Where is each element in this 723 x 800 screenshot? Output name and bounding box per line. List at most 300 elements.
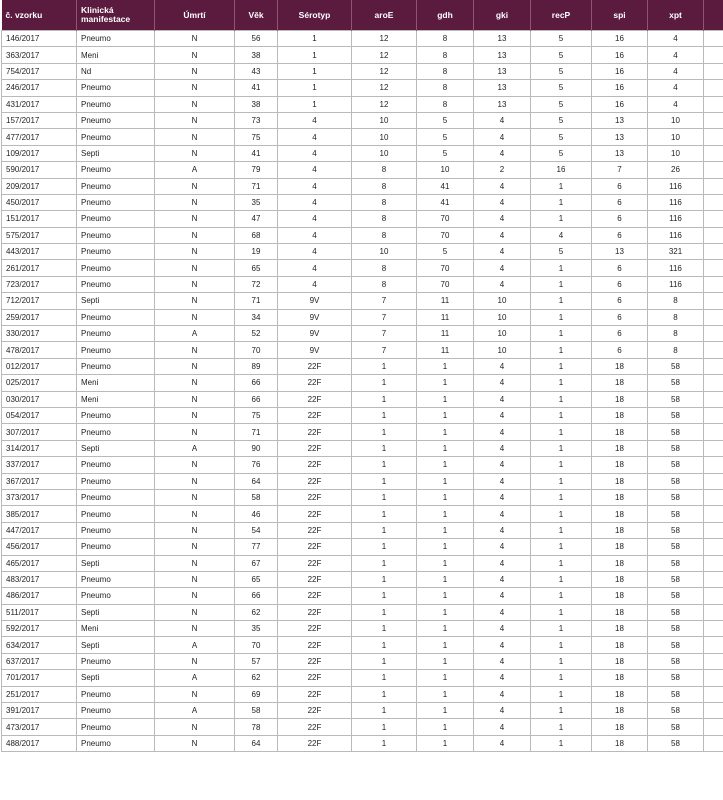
cell-aroe: 8 [352, 211, 417, 227]
cell-serotype: 4 [278, 178, 352, 194]
cell-spi: 18 [592, 686, 648, 702]
table-row [2, 63, 723, 79]
cell-xpt: 116 [648, 178, 704, 194]
cell-serotype: 22F [278, 407, 352, 423]
cell-serotype: 22F [278, 473, 352, 489]
cell-gdh: 5 [417, 112, 474, 128]
column-header-gki: gki [474, 0, 531, 31]
cell-sample-number: 431/2017 [2, 96, 77, 112]
cell-spi: 13 [592, 145, 648, 161]
cell-serotype: 22F [278, 588, 352, 604]
cell-gdh: 8 [417, 31, 474, 47]
cell-age: 66 [235, 375, 278, 391]
cell-serotype: 22F [278, 637, 352, 653]
cell-age: 62 [235, 604, 278, 620]
cell-xpt: 116 [648, 194, 704, 210]
cell-death: N [155, 47, 235, 63]
cell-gdh: 41 [417, 194, 474, 210]
cell-clinical-manifestation: Pneumo [77, 571, 155, 587]
cell-spi: 16 [592, 80, 648, 96]
cell-death: N [155, 407, 235, 423]
cell-sample-number: 251/2017 [2, 686, 77, 702]
cell-age: 65 [235, 571, 278, 587]
cell-serotype: 22F [278, 522, 352, 538]
cell-sample-number: 385/2017 [2, 506, 77, 522]
cell-spi: 18 [592, 555, 648, 571]
cell-gdh: 8 [417, 63, 474, 79]
cell-spi: 13 [592, 244, 648, 260]
cell-gki: 4 [474, 670, 531, 686]
cell-aroe: 12 [352, 31, 417, 47]
cell-spi: 16 [592, 47, 648, 63]
cell-spi: 18 [592, 473, 648, 489]
cell-aroe: 1 [352, 719, 417, 735]
cell-recp: 5 [531, 96, 592, 112]
cell-recp: 5 [531, 80, 592, 96]
cell-spi: 18 [592, 407, 648, 423]
cell-clinical-manifestation: Pneumo [77, 506, 155, 522]
cell-blank [704, 539, 723, 555]
cell-spi: 6 [592, 227, 648, 243]
cell-clinical-manifestation: Pneumo [77, 686, 155, 702]
cell-recp: 1 [531, 293, 592, 309]
cell-death: N [155, 112, 235, 128]
cell-sample-number: 511/2017 [2, 604, 77, 620]
cell-death: N [155, 129, 235, 145]
table-row [2, 276, 723, 292]
cell-clinical-manifestation: Septi [77, 637, 155, 653]
cell-sample-number: 054/2017 [2, 407, 77, 423]
table-row [2, 621, 723, 637]
cell-xpt: 4 [648, 96, 704, 112]
cell-serotype: 22F [278, 424, 352, 440]
cell-aroe: 12 [352, 47, 417, 63]
column-header-recp: recP [531, 0, 592, 31]
cell-age: 62 [235, 670, 278, 686]
table-row [2, 440, 723, 456]
cell-aroe: 1 [352, 703, 417, 719]
cell-recp: 1 [531, 555, 592, 571]
cell-serotype: 9V [278, 342, 352, 358]
table-row [2, 162, 723, 178]
cell-aroe: 8 [352, 276, 417, 292]
cell-spi: 18 [592, 735, 648, 751]
cell-xpt: 58 [648, 375, 704, 391]
cell-gki: 4 [474, 375, 531, 391]
cell-gdh: 1 [417, 424, 474, 440]
table-row [2, 47, 723, 63]
cell-sample-number: 723/2017 [2, 276, 77, 292]
cell-xpt: 10 [648, 129, 704, 145]
cell-gdh: 70 [417, 211, 474, 227]
cell-xpt: 58 [648, 621, 704, 637]
cell-xpt: 58 [648, 407, 704, 423]
cell-gki: 4 [474, 621, 531, 637]
cell-spi: 7 [592, 162, 648, 178]
cell-serotype: 4 [278, 227, 352, 243]
cell-blank [704, 391, 723, 407]
cell-serotype: 4 [278, 211, 352, 227]
cell-gki: 4 [474, 473, 531, 489]
cell-recp: 1 [531, 719, 592, 735]
cell-aroe: 10 [352, 129, 417, 145]
cell-gki: 4 [474, 653, 531, 669]
cell-spi: 18 [592, 375, 648, 391]
cell-sample-number: 486/2017 [2, 588, 77, 604]
cell-age: 58 [235, 489, 278, 505]
cell-clinical-manifestation: Pneumo [77, 260, 155, 276]
cell-spi: 18 [592, 670, 648, 686]
cell-blank [704, 178, 723, 194]
cell-death: N [155, 80, 235, 96]
cell-aroe: 7 [352, 309, 417, 325]
cell-recp: 1 [531, 473, 592, 489]
column-header-sample-number: č. vzorku [2, 0, 77, 31]
cell-spi: 18 [592, 358, 648, 374]
cell-death: N [155, 735, 235, 751]
cell-recp: 1 [531, 326, 592, 342]
cell-serotype: 22F [278, 539, 352, 555]
cell-gki: 13 [474, 31, 531, 47]
cell-clinical-manifestation: Pneumo [77, 162, 155, 178]
cell-spi: 6 [592, 342, 648, 358]
cell-gki: 4 [474, 686, 531, 702]
cell-serotype: 4 [278, 112, 352, 128]
cell-clinical-manifestation: Pneumo [77, 244, 155, 260]
cell-serotype: 1 [278, 31, 352, 47]
column-header-serotype: Sérotyp [278, 0, 352, 31]
cell-death: N [155, 506, 235, 522]
cell-xpt: 58 [648, 424, 704, 440]
cell-gki: 4 [474, 194, 531, 210]
cell-xpt: 116 [648, 260, 704, 276]
cell-clinical-manifestation: Pneumo [77, 719, 155, 735]
cell-gki: 4 [474, 358, 531, 374]
cell-blank [704, 145, 723, 161]
cell-aroe: 8 [352, 178, 417, 194]
cell-recp: 5 [531, 129, 592, 145]
cell-blank [704, 703, 723, 719]
cell-serotype: 1 [278, 80, 352, 96]
table-row [2, 375, 723, 391]
cell-recp: 1 [531, 539, 592, 555]
cell-clinical-manifestation: Pneumo [77, 178, 155, 194]
cell-recp: 1 [531, 637, 592, 653]
column-header-aroe: aroE [352, 0, 417, 31]
table-row [2, 489, 723, 505]
cell-sample-number: 337/2017 [2, 457, 77, 473]
cell-spi: 16 [592, 96, 648, 112]
cell-recp: 1 [531, 260, 592, 276]
cell-blank [704, 96, 723, 112]
column-header-clinical-manifestation: Klinická manifestace [77, 0, 155, 31]
cell-aroe: 7 [352, 293, 417, 309]
cell-serotype: 22F [278, 653, 352, 669]
table-row [2, 703, 723, 719]
cell-clinical-manifestation: Pneumo [77, 80, 155, 96]
cell-serotype: 22F [278, 391, 352, 407]
cell-aroe: 1 [352, 440, 417, 456]
table-row [2, 670, 723, 686]
cell-sample-number: 151/2017 [2, 211, 77, 227]
cell-xpt: 58 [648, 686, 704, 702]
cell-recp: 1 [531, 424, 592, 440]
cell-gki: 4 [474, 112, 531, 128]
cell-age: 75 [235, 407, 278, 423]
cell-age: 54 [235, 522, 278, 538]
cell-gdh: 1 [417, 391, 474, 407]
cell-blank [704, 719, 723, 735]
cell-death: N [155, 375, 235, 391]
cell-age: 46 [235, 506, 278, 522]
table-row [2, 571, 723, 587]
cell-aroe: 1 [352, 571, 417, 587]
cell-spi: 18 [592, 571, 648, 587]
cell-recp: 1 [531, 686, 592, 702]
column-header-xpt: xpt [648, 0, 704, 31]
cell-clinical-manifestation: Pneumo [77, 424, 155, 440]
cell-age: 34 [235, 309, 278, 325]
cell-gdh: 1 [417, 457, 474, 473]
table-row [2, 735, 723, 751]
cell-sample-number: 712/2017 [2, 293, 77, 309]
cell-age: 90 [235, 440, 278, 456]
cell-gdh: 1 [417, 407, 474, 423]
cell-serotype: 1 [278, 96, 352, 112]
cell-xpt: 58 [648, 571, 704, 587]
cell-spi: 13 [592, 112, 648, 128]
cell-xpt: 8 [648, 326, 704, 342]
table-row [2, 194, 723, 210]
cell-age: 75 [235, 129, 278, 145]
table-row [2, 637, 723, 653]
cell-age: 89 [235, 358, 278, 374]
cell-sample-number: 261/2017 [2, 260, 77, 276]
cell-death: N [155, 276, 235, 292]
cell-serotype: 4 [278, 244, 352, 260]
cell-age: 73 [235, 112, 278, 128]
cell-xpt: 58 [648, 637, 704, 653]
cell-age: 77 [235, 539, 278, 555]
table-row [2, 522, 723, 538]
cell-sample-number: 363/2017 [2, 47, 77, 63]
cell-recp: 1 [531, 604, 592, 620]
cell-spi: 18 [592, 457, 648, 473]
cell-age: 72 [235, 276, 278, 292]
cell-aroe: 1 [352, 489, 417, 505]
table-row [2, 129, 723, 145]
cell-gki: 4 [474, 260, 531, 276]
cell-spi: 18 [592, 539, 648, 555]
table-row [2, 80, 723, 96]
cell-sample-number: 443/2017 [2, 244, 77, 260]
table-row [2, 178, 723, 194]
cell-death: N [155, 260, 235, 276]
cell-clinical-manifestation: Meni [77, 621, 155, 637]
table-row [2, 293, 723, 309]
cell-aroe: 1 [352, 506, 417, 522]
cell-gdh: 1 [417, 735, 474, 751]
cell-aroe: 1 [352, 424, 417, 440]
cell-death: N [155, 539, 235, 555]
cell-death: N [155, 358, 235, 374]
table-row [2, 342, 723, 358]
cell-xpt: 10 [648, 145, 704, 161]
cell-clinical-manifestation: Pneumo [77, 211, 155, 227]
cell-age: 64 [235, 473, 278, 489]
cell-xpt: 58 [648, 358, 704, 374]
cell-spi: 18 [592, 391, 648, 407]
cell-sample-number: 488/2017 [2, 735, 77, 751]
cell-gdh: 70 [417, 276, 474, 292]
cell-blank [704, 555, 723, 571]
table-row [2, 326, 723, 342]
cell-clinical-manifestation: Pneumo [77, 407, 155, 423]
cell-sample-number: 146/2017 [2, 31, 77, 47]
cell-death: N [155, 244, 235, 260]
cell-gki: 4 [474, 555, 531, 571]
cell-gki: 10 [474, 293, 531, 309]
cell-xpt: 4 [648, 31, 704, 47]
cell-sample-number: 754/2017 [2, 63, 77, 79]
cell-gki: 4 [474, 244, 531, 260]
cell-recp: 1 [531, 571, 592, 587]
cell-xpt: 10 [648, 112, 704, 128]
cell-blank [704, 522, 723, 538]
cell-death: N [155, 194, 235, 210]
cell-gdh: 11 [417, 309, 474, 325]
cell-aroe: 12 [352, 63, 417, 79]
table-row [2, 588, 723, 604]
cell-spi: 6 [592, 260, 648, 276]
cell-xpt: 58 [648, 588, 704, 604]
cell-clinical-manifestation: Pneumo [77, 457, 155, 473]
cell-gdh: 1 [417, 686, 474, 702]
cell-xpt: 58 [648, 719, 704, 735]
cell-death: A [155, 440, 235, 456]
cell-recp: 1 [531, 309, 592, 325]
cell-clinical-manifestation: Meni [77, 47, 155, 63]
cell-serotype: 22F [278, 506, 352, 522]
cell-gdh: 11 [417, 293, 474, 309]
cell-xpt: 8 [648, 309, 704, 325]
cell-recp: 5 [531, 112, 592, 128]
cell-blank [704, 112, 723, 128]
cell-aroe: 1 [352, 407, 417, 423]
cell-blank [704, 588, 723, 604]
cell-death: N [155, 342, 235, 358]
cell-aroe: 1 [352, 358, 417, 374]
cell-recp: 1 [531, 588, 592, 604]
cell-age: 67 [235, 555, 278, 571]
cell-sample-number: 447/2017 [2, 522, 77, 538]
table-row [2, 260, 723, 276]
cell-gdh: 1 [417, 375, 474, 391]
cell-gki: 4 [474, 424, 531, 440]
cell-clinical-manifestation: Pneumo [77, 522, 155, 538]
cell-gdh: 1 [417, 653, 474, 669]
table-header [2, 0, 723, 31]
cell-age: 66 [235, 391, 278, 407]
cell-gdh: 1 [417, 621, 474, 637]
table-row [2, 309, 723, 325]
cell-death: A [155, 703, 235, 719]
cell-spi: 16 [592, 31, 648, 47]
cell-blank [704, 47, 723, 63]
cell-blank [704, 604, 723, 620]
cell-recp: 1 [531, 276, 592, 292]
cell-xpt: 26 [648, 162, 704, 178]
cell-xpt: 8 [648, 342, 704, 358]
cell-clinical-manifestation: Meni [77, 375, 155, 391]
cell-recp: 5 [531, 47, 592, 63]
table-row [2, 31, 723, 47]
cell-spi: 18 [592, 506, 648, 522]
cell-gdh: 8 [417, 80, 474, 96]
cell-age: 79 [235, 162, 278, 178]
cell-age: 78 [235, 719, 278, 735]
cell-serotype: 22F [278, 571, 352, 587]
cell-blank [704, 194, 723, 210]
mlst-table [1, 0, 723, 752]
cell-clinical-manifestation: Pneumo [77, 588, 155, 604]
cell-gki: 4 [474, 440, 531, 456]
cell-gdh: 1 [417, 489, 474, 505]
cell-gdh: 10 [417, 162, 474, 178]
cell-gki: 13 [474, 80, 531, 96]
cell-gdh: 70 [417, 260, 474, 276]
cell-blank [704, 489, 723, 505]
cell-age: 70 [235, 637, 278, 653]
cell-sample-number: 391/2017 [2, 703, 77, 719]
cell-sample-number: 330/2017 [2, 326, 77, 342]
cell-death: N [155, 621, 235, 637]
cell-age: 70 [235, 342, 278, 358]
cell-death: N [155, 227, 235, 243]
cell-recp: 4 [531, 227, 592, 243]
cell-recp: 1 [531, 621, 592, 637]
cell-age: 71 [235, 178, 278, 194]
cell-sample-number: 012/2017 [2, 358, 77, 374]
cell-blank [704, 375, 723, 391]
cell-sample-number: 473/2017 [2, 719, 77, 735]
cell-age: 43 [235, 63, 278, 79]
cell-xpt: 58 [648, 670, 704, 686]
table-row [2, 145, 723, 161]
cell-death: A [155, 670, 235, 686]
cell-xpt: 58 [648, 735, 704, 751]
cell-death: N [155, 391, 235, 407]
cell-death: N [155, 31, 235, 47]
cell-aroe: 8 [352, 194, 417, 210]
table-row [2, 112, 723, 128]
cell-serotype: 4 [278, 194, 352, 210]
cell-death: N [155, 588, 235, 604]
cell-blank [704, 506, 723, 522]
table-row [2, 211, 723, 227]
cell-xpt: 58 [648, 703, 704, 719]
cell-xpt: 116 [648, 227, 704, 243]
cell-clinical-manifestation: Septi [77, 604, 155, 620]
cell-gdh: 5 [417, 145, 474, 161]
cell-blank [704, 129, 723, 145]
cell-gki: 4 [474, 735, 531, 751]
cell-serotype: 9V [278, 309, 352, 325]
cell-serotype: 22F [278, 555, 352, 571]
cell-spi: 13 [592, 129, 648, 145]
column-header-death: Úmrtí [155, 0, 235, 31]
cell-death: N [155, 473, 235, 489]
